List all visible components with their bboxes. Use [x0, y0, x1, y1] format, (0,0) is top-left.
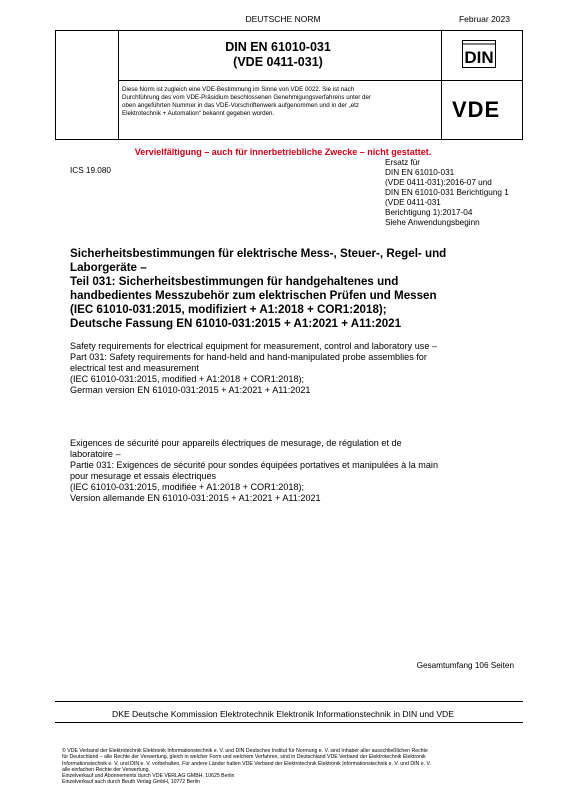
footer-line: für Deutschland – alle Rechte der Verwertung, gleich in welcher Form und welchem Verfahren, sind in Deutschland VDE Verband der Elektrotechnik Elektronik — [62, 754, 426, 761]
box-middle-divider — [118, 80, 441, 81]
english-title — [70, 341, 530, 396]
german-title-line: Laborgeräte – — [70, 260, 147, 274]
replaces-line: Siehe Anwendungsbeginn — [385, 218, 480, 227]
box-bottom-border — [55, 139, 523, 140]
copyright-footer — [62, 748, 520, 786]
replaces-line: DIN EN 61010-031 Berichtigung 1 — [385, 188, 509, 197]
vde-statement — [122, 86, 436, 118]
logo-divider — [441, 80, 522, 81]
statement-line: Diese Norm ist zugleich eine VDE-Bestimmung im Sinne von VDE 0022. Sie ist nach — [122, 86, 355, 93]
english-title-line: (IEC 61010-031:2015, modified + A1:2018 + COR1:2018); — [70, 374, 305, 385]
german-title-line: Sicherheitsbestimmungen für elektrische Mess-, Steuer-, Regel- und — [70, 247, 447, 260]
french-title-line: Exigences de sécurité pour appareils électriques de mesurage, de régulation et de — [70, 438, 402, 448]
footer-line: Informationstechnik e. V. und DIN e. V. vorbehalten. Für andere Länder halten VDE Verband der Elektrotechnik Elektronik Informationstechnik e. V. und DIN e. V. — [62, 760, 431, 767]
box-divider-left — [118, 30, 119, 140]
replaces-line: Berichtigung 1):2017-04 — [385, 208, 473, 217]
statement-line: Elektrotechnik + Automation“ bekannt gegeben worden. — [122, 110, 275, 118]
french-title-line: (IEC 61010-031:2015, modifiée + A1:2018 + COR1:2018); — [70, 482, 305, 493]
box-top-border — [55, 30, 523, 31]
replaces-line: (VDE 0411-031 — [385, 198, 441, 207]
german-title-line: Teil 031: Sicherheitsbestimmungen für handgehaltenes und — [70, 274, 399, 288]
box-left-border — [55, 30, 56, 140]
english-title-line: Part 031: Safety requirements for hand-held and hand-manipulated probe assemblies for — [70, 352, 427, 363]
french-title — [70, 438, 530, 505]
header-title: DEUTSCHE NORM — [245, 14, 321, 24]
vde-logo: VDE — [452, 97, 501, 122]
title-line: (VDE 0411-031) — [233, 55, 323, 69]
title-line: DIN EN 61010-031 — [225, 40, 331, 54]
header-date: Februar 2023 — [458, 14, 510, 24]
box-divider-right — [441, 30, 442, 140]
replaces-block — [385, 158, 535, 228]
footer-line: © VDE Verband der Elektrotechnik Elektronik Informationstechnik e. V. und DIN Deutsches Institut für Normung e. V. sind Inhaber aller ausschließlichen Rechte — [62, 748, 428, 754]
ics-code: ICS 19.080 — [70, 166, 111, 175]
english-title-line: electrical test and measurement — [70, 363, 199, 374]
din-logo — [462, 40, 496, 68]
german-title-line: (IEC 61010-031:2015, modifiziert + A1:2018 + COR1:2018); — [70, 302, 387, 316]
replaces-line: DIN EN 61010-031 — [385, 168, 455, 177]
reproduction-warning: Vervielfältigung – auch für innerbetriebliche Zwecke – nicht gestattet. — [134, 147, 432, 157]
french-title-line: pour mesurage et essais électriques — [70, 471, 217, 482]
german-title-line: Deutsche Fassung EN 61010-031:2015 + A1:2021 + A11:2021 — [70, 316, 402, 330]
replaces-line: Ersatz für — [385, 158, 421, 167]
replaces-line: (VDE 0411-031):2016-07 und — [385, 178, 492, 187]
footer-line: Einzelverkauf und Abonnements durch VDE VERLAG GMBH, 10625 Berlin — [62, 773, 235, 780]
document-number — [120, 40, 436, 70]
french-title-line: Version allemande EN 61010-031:2015 + A1:2021 + A11:2021 — [70, 493, 321, 504]
footer-line: Einzelverkauf auch durch Beuth Verlag GmbH, 10772 Berlin — [62, 779, 200, 786]
statement-line: oben angeführten Nummer in das VDE-Vorschriftenwerk aufgenommen und in der „etz — [122, 102, 359, 110]
box-right-border — [522, 30, 523, 140]
din-logo-text: DIN — [464, 48, 494, 67]
dke-divider — [55, 701, 523, 702]
footer-divider — [55, 722, 523, 723]
german-title-line: handbedientes Messzubehör zum elektrischen Prüfen und Messen — [70, 288, 437, 302]
english-title-line: Safety requirements for electrical equipment for measurement, control and laboratory use – — [70, 341, 437, 351]
german-title — [70, 247, 510, 330]
french-title-line: Partie 031: Exigences de sécurité pour sondes équipées portatives et manipulées à la main — [70, 460, 439, 471]
total-pages: Gesamtumfang 106 Seiten — [416, 661, 514, 670]
french-title-line: laboratoire – — [70, 449, 121, 460]
english-title-line: German version EN 61010-031:2015 + A1:2021 + A11:2021 — [70, 385, 311, 396]
footer-line: alle einfachen Rechte der Verwertung. — [62, 766, 150, 773]
statement-line: Durchführung des vom VDE-Präsidium beschlossenen Genehmigungsverfahrens unter der — [122, 94, 372, 102]
dke-line: DKE Deutsche Kommission Elektrotechnik Elektronik Informationstechnik in DIN und VDE — [112, 709, 454, 719]
